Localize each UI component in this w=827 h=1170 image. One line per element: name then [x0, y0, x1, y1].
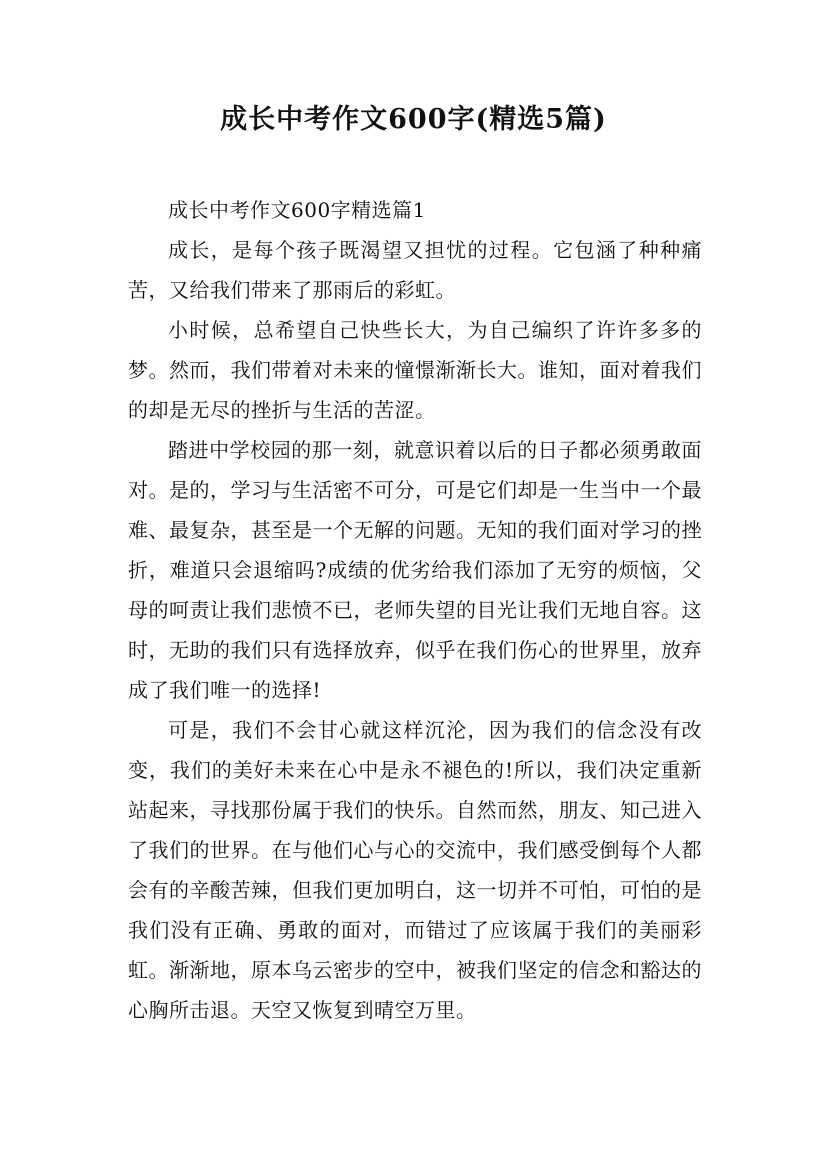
section-heading: 成长中考作文600字精选篇1 — [168, 198, 426, 222]
document-title: 成长中考作文600字(精选5篇) — [220, 104, 607, 135]
paragraph: 可是，我们不会甘心就这样沉沦，因为我们的信念没有改变，我们的美好未来在心中是永不褪色的!所以，我们决定重新站起来，寻找那份属于我们的快乐。自然而然，朋友、知己进入了我们的世界。在与他们心与心的交流中，我们感受倒每个人都会有的辛酸苦辣，但我们更加明白，这一切并不可怕，可怕的是我们没有正确、勇敢的面对，而错过了应该属于我们的美丽彩虹。渐渐地，原本乌云密步的空中，被我们坚定的信念和豁达的心胸所击退。天空又恢复到晴空万里。 — [128, 718, 702, 1022]
article-body — [128, 190, 702, 1030]
paragraph: 踏进中学校园的那一刻，就意识着以后的日子都必须勇敢面对。是的，学习与生活密不可分，可是它们却是一生当中一个最难、最复杂，甚至是一个无解的问题。无知的我们面对学习的挫折，难道只会退缩吗?成绩的优劣给我们添加了无穷的烦恼，父母的呵责让我们悲愤不已，老师失望的目光让我们无地自容。这时，无助的我们只有选择放弃，似乎在我们伤心的世界里，放弃成了我们唯一的选择! — [128, 438, 702, 702]
paragraph: 成长，是每个孩子既渴望又担忧的过程。它包涵了种种痛苦，又给我们带来了那雨后的彩虹。 — [128, 238, 702, 302]
paragraph: 小时候，总希望自己快些长大，为自己编织了许许多多的梦。然而，我们带着对未来的憧憬渐渐长大。谁知，面对着我们的却是无尽的挫折与生活的苦涩。 — [128, 318, 702, 422]
